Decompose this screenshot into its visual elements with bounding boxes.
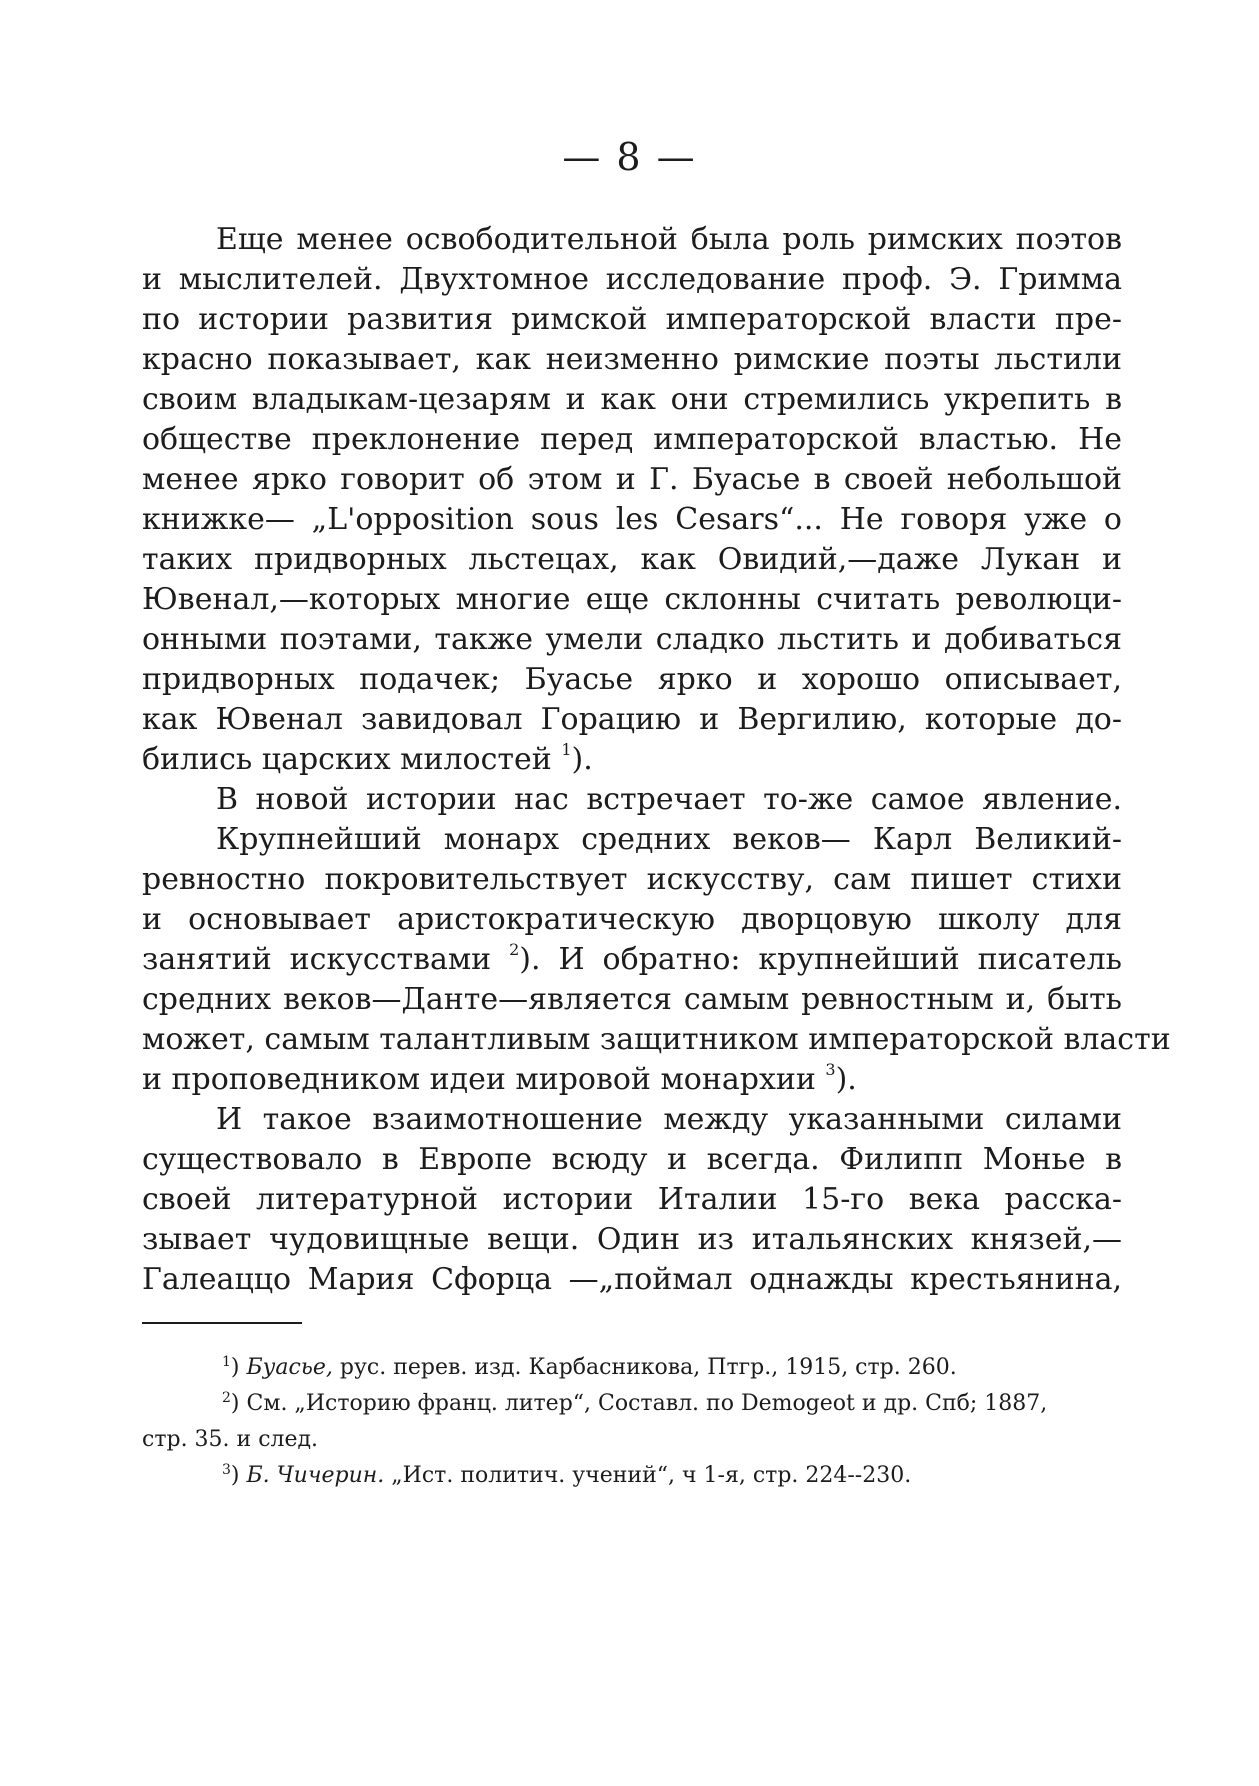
text-fragment: ). [835, 1062, 857, 1097]
text-line: Галеаццо Мария Сфорца —„поймал однажды крестьянина, [142, 1262, 1122, 1297]
footnote-author: Б. Чичерин. [246, 1463, 385, 1488]
footnote-text: „Ист. политич. учений“, ч 1-я, стр. 224--230. [391, 1463, 912, 1488]
text-line: средних веков—Данте—является самым ревностным и, быть [142, 982, 1122, 1017]
text-line: книжке— „L'opposition sous les Cesars“... Не говоря уже о [142, 502, 1122, 537]
text-line: и мыслителей. Двухтомное исследование проф. Э. Гримма [142, 262, 1122, 297]
text-line: придворных подачек; Буасье ярко и хорошо описывает, [142, 662, 1122, 697]
text-line: Ювенал,—которых многие еще склонны считать революци- [142, 582, 1122, 617]
text-line: красно показывает, как неизменно римские поэты льстили [142, 342, 1122, 377]
text-line: существовало в Европе всюду и всегда. Филипп Монье в [142, 1142, 1122, 1177]
text-line: как Ювенал завидовал Горацию и Вергилию, которые до- [142, 702, 1122, 737]
text-line: и основывает аристократическую дворцовую школу для [142, 902, 1122, 937]
footnote-text: См. „Историю франц. литер“, Составл. по Demogeot и др. Спб; 1887, [246, 1391, 1048, 1416]
text-fragment: ). [571, 742, 593, 777]
body-text [142, 220, 1171, 1300]
text-line: может, самым талантливым защитником императорской власти [142, 1022, 1171, 1057]
text-line: своим владыкам-цезарям и как они стремились укрепить в [142, 382, 1122, 417]
footnote-divider [142, 1322, 302, 1324]
text-line: онными поэтами, также умели сладко льстить и добиваться [142, 622, 1122, 657]
footnote-3: $^3$) Б. Чичерин. „Ист. политич. учений“, ч 1-я, стр. 224--230. [222, 1462, 912, 1488]
footnote-1: $^1$) Буасье, рус. перев. изд. Карбасникова, Птгр., 1915, стр. 260. [222, 1354, 957, 1380]
footnote-mark: 2 [222, 1390, 231, 1406]
footnote-author: Буасье, [246, 1355, 333, 1380]
footnotes [142, 1350, 1122, 1494]
text-fragment: занятий искусствами [142, 942, 492, 977]
text-fragment: ). И обратно: крупнейший писатель [519, 942, 1122, 977]
footnote-2: $^2$) См. „Историю франц. литер“, Составл. по Demogeot и др. Спб; 1887, [222, 1390, 1048, 1416]
footnote-ref-2[interactable]: 2 [509, 940, 520, 959]
text-line: Еще менее освободительной была роль римских поэтов [216, 222, 1122, 257]
text-line [142, 740, 1122, 780]
text-line: таких придворных льстецах, как Овидий,—даже Лукан и [142, 542, 1122, 577]
footnote-mark: 1 [222, 1354, 231, 1370]
footnote-ref-1[interactable]: 1 [561, 740, 572, 759]
text-line: Крупнейший монарх средних веков— Карл Великий- [216, 822, 1122, 857]
footnote-text: рус. перев. изд. Карбасникова, Птгр., 1915, стр. 260. [339, 1355, 957, 1380]
footnote-mark: 3 [222, 1462, 231, 1478]
footnote-ref-3[interactable]: 3 [825, 1060, 836, 1079]
text-line: И такое взаимотношение между указанными силами [216, 1102, 1122, 1137]
page-number: — 8 — [562, 135, 697, 179]
text-fragment: бились царских милостей [142, 742, 552, 777]
text-line: менее ярко говорит об этом и Г. Буасье в своей небольшой [142, 462, 1122, 497]
text-line: зывает чудовищные вещи. Один из итальянских князей,— [142, 1222, 1122, 1257]
text-line: своей литературной истории Италии 15-го века расска- [142, 1182, 1122, 1217]
text-line: ревностно покровительствует искусству, сам пишет стихи [142, 862, 1122, 897]
text-fragment: и проповедником идеи мировой монархии [142, 1062, 816, 1097]
text-line: по истории развития римской императорской власти пре- [142, 302, 1122, 337]
text-line: обществе преклонение перед императорской властью. Не [142, 422, 1122, 457]
text-line [142, 1060, 1122, 1100]
footnote-2-continued: стр. 35. и след. [142, 1427, 319, 1452]
text-line [142, 940, 1122, 980]
text-line: В новой истории нас встречает то-же самое явление. [216, 782, 1122, 817]
